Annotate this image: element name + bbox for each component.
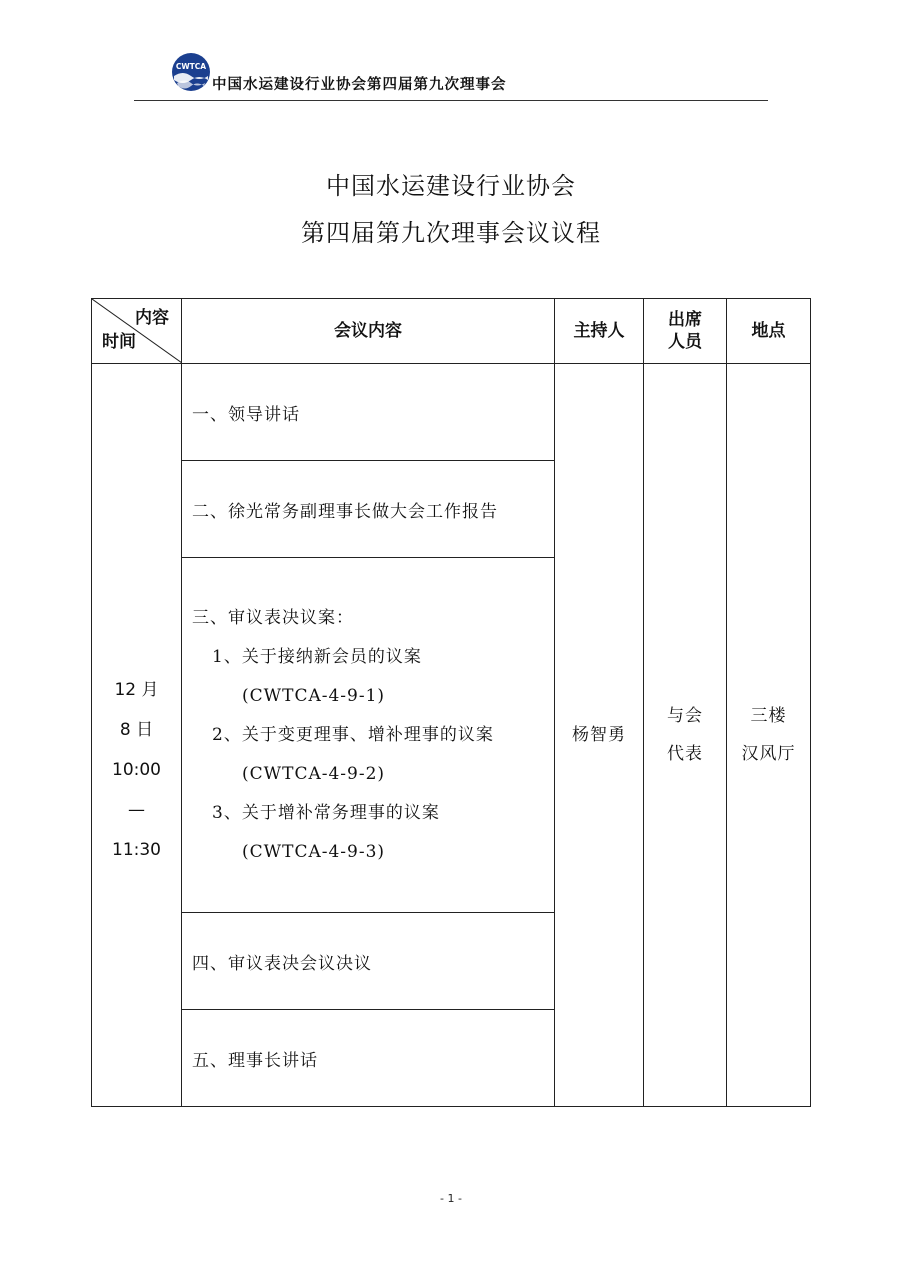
motion-3: 3、关于增补常务理事的议案	[212, 802, 440, 823]
column-header-attendees	[644, 299, 727, 364]
cwtca-logo	[171, 52, 211, 92]
attendees-line-1: 与会	[667, 706, 703, 726]
column-header-content: 会议内容	[182, 299, 555, 364]
corner-label-time: 时间	[102, 332, 136, 352]
svg-text:CWTCA: CWTCA	[175, 62, 207, 71]
location-line-2: 汉风厅	[741, 744, 796, 764]
motion-2: 2、关于变更理事、增补理事的议案	[212, 724, 494, 745]
corner-label-content: 内容	[135, 308, 169, 328]
agenda-item-3-title: 三、审议表决议案：	[192, 607, 354, 628]
agenda-item-1: 一、领导讲话	[182, 364, 555, 461]
agenda-item-3	[182, 558, 555, 913]
location-line-1: 三楼	[750, 706, 787, 726]
time-month: 12 月	[114, 680, 159, 700]
document-title-line-1: 中国水运建设行业协会	[326, 172, 576, 200]
agenda-item-5: 五、理事长讲话	[182, 1010, 555, 1107]
document-title-line-2: 第四届第九次理事会议议程	[301, 219, 601, 247]
column-header-attendees-line-2: 人员	[668, 332, 702, 352]
motion-2-code: (CWTCA-4-9-2)	[242, 763, 386, 784]
time-end: 11:30	[112, 840, 161, 860]
motion-1: 1、关于接纳新会员的议案	[212, 646, 422, 667]
header-title: 中国水运建设行业协会第四届第九次理事会	[212, 77, 507, 93]
motion-1-code: (CWTCA-4-9-1)	[242, 685, 386, 706]
location-cell	[727, 364, 811, 1107]
page-number: - 1 -	[440, 1192, 462, 1205]
motion-3-code: (CWTCA-4-9-3)	[242, 841, 386, 862]
table-header-row	[92, 299, 811, 364]
page-header	[134, 48, 768, 101]
host-cell: 杨智勇	[555, 364, 644, 1107]
corner-header-cell	[92, 299, 182, 364]
time-cell	[92, 364, 182, 1107]
agenda-item-2: 二、徐光常务副理事长做大会工作报告	[182, 461, 555, 558]
time-dash: —	[128, 800, 145, 820]
time-day: 8 日	[119, 720, 154, 740]
attendees-cell	[644, 364, 727, 1107]
time-start: 10:00	[112, 760, 161, 780]
column-header-attendees-line-1: 出席	[668, 310, 702, 330]
agenda-row	[92, 364, 811, 461]
agenda-table	[91, 298, 811, 1107]
agenda-item-4: 四、审议表决会议决议	[182, 913, 555, 1010]
column-header-location: 地点	[727, 299, 811, 364]
column-header-host: 主持人	[555, 299, 644, 364]
attendees-line-2: 代表	[667, 744, 703, 764]
